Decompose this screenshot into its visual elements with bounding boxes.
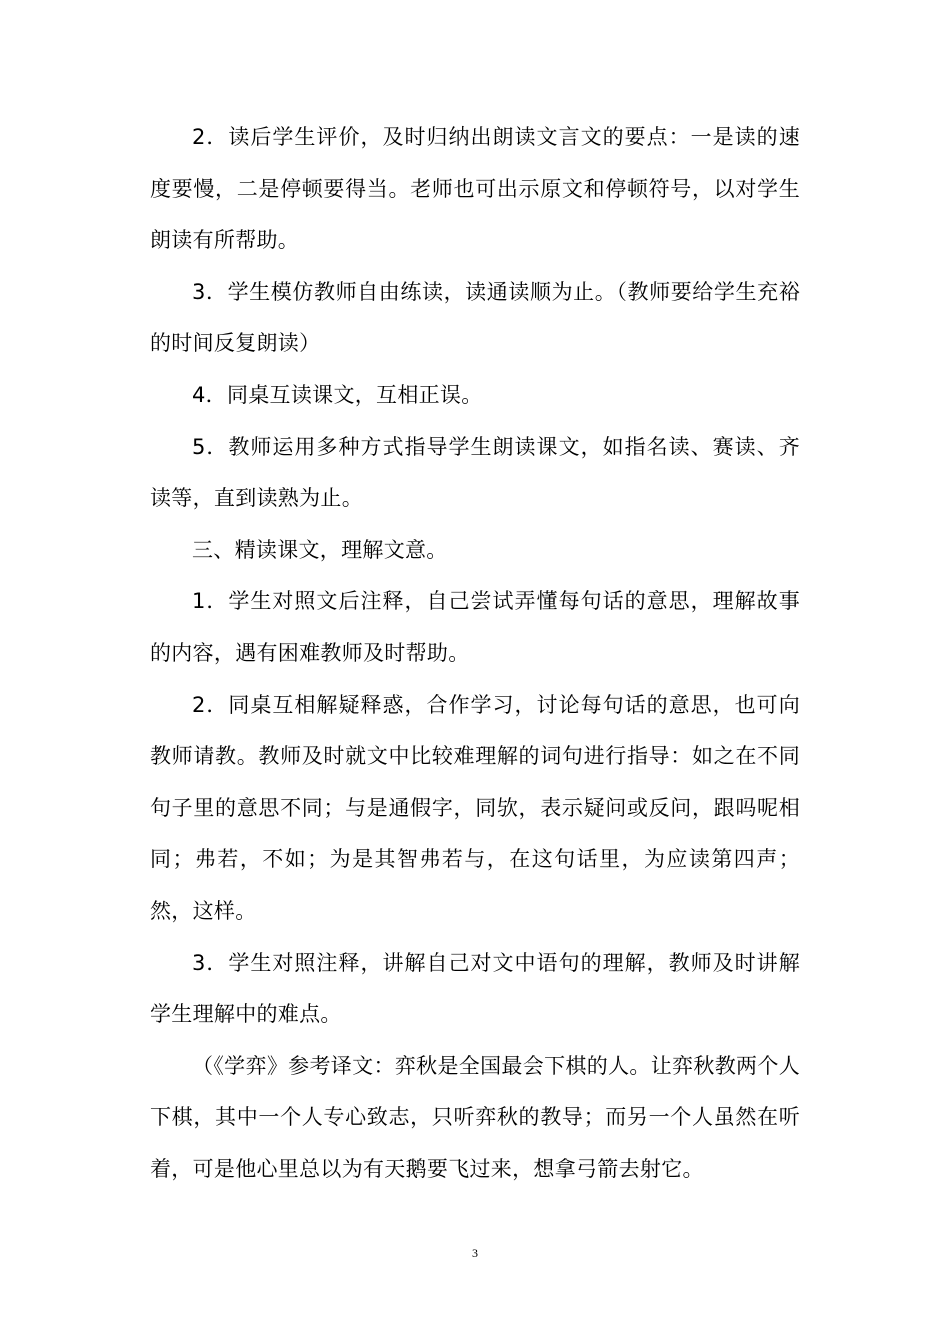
paragraph-annotations: 1．学生对照文后注释，自己尝试弄懂每句话的意思，理解故事的内容，遇有困难教师及时帮助。 (150, 589, 800, 665)
paragraph-peer-reading: 4．同桌互读课文，互相正误。 (192, 382, 483, 407)
body-text (150, 112, 800, 1195)
section-heading-close-reading: 三、精读课文，理解文意。 (192, 537, 448, 562)
paragraph-reference-translation: （《学弈》参考译文：弈秋是全国最会下棋的人。让弈秋教两个人下棋，其中一个人专心致志，只听弈秋的教导；而另一个人虽然在听着，可是他心里总以为有天鹅要飞过来，想拿弓箭去射它。 (150, 1053, 800, 1181)
paragraph-cooperative-learning: 2．同桌互相解疑释惑，合作学习，讨论每句话的意思，也可向教师请教。教师及时就文中比较难理解的词句进行指导：如之在不同句子里的意思不同；与是通假字，同欤，表示疑问或反问，跟吗呢相同；弗若，不如；为是其智弗若与，在这句话里，为应读第四声；然，这样。 (150, 692, 800, 923)
page-number: 3 (472, 1246, 478, 1260)
paragraph-explanation: 3．学生对照注释，讲解自己对文中语句的理解，教师及时讲解学生理解中的难点。 (150, 950, 800, 1027)
paragraph-guided-reading: 5．教师运用多种方式指导学生朗读课文，如指名读、赛读、齐读等，直到读熟为止。 (150, 434, 800, 511)
paragraph-free-practice: 3．学生模仿教师自由练读，读通读顺为止。（教师要给学生充裕的时间反复朗读） (150, 279, 800, 356)
paragraph-reading-evaluation: 2．读后学生评价，及时归纳出朗读文言文的要点：一是读的速度要慢，二是停顿要得当。老师也可出示原文和停顿符号，以对学生朗读有所帮助。 (150, 125, 800, 253)
